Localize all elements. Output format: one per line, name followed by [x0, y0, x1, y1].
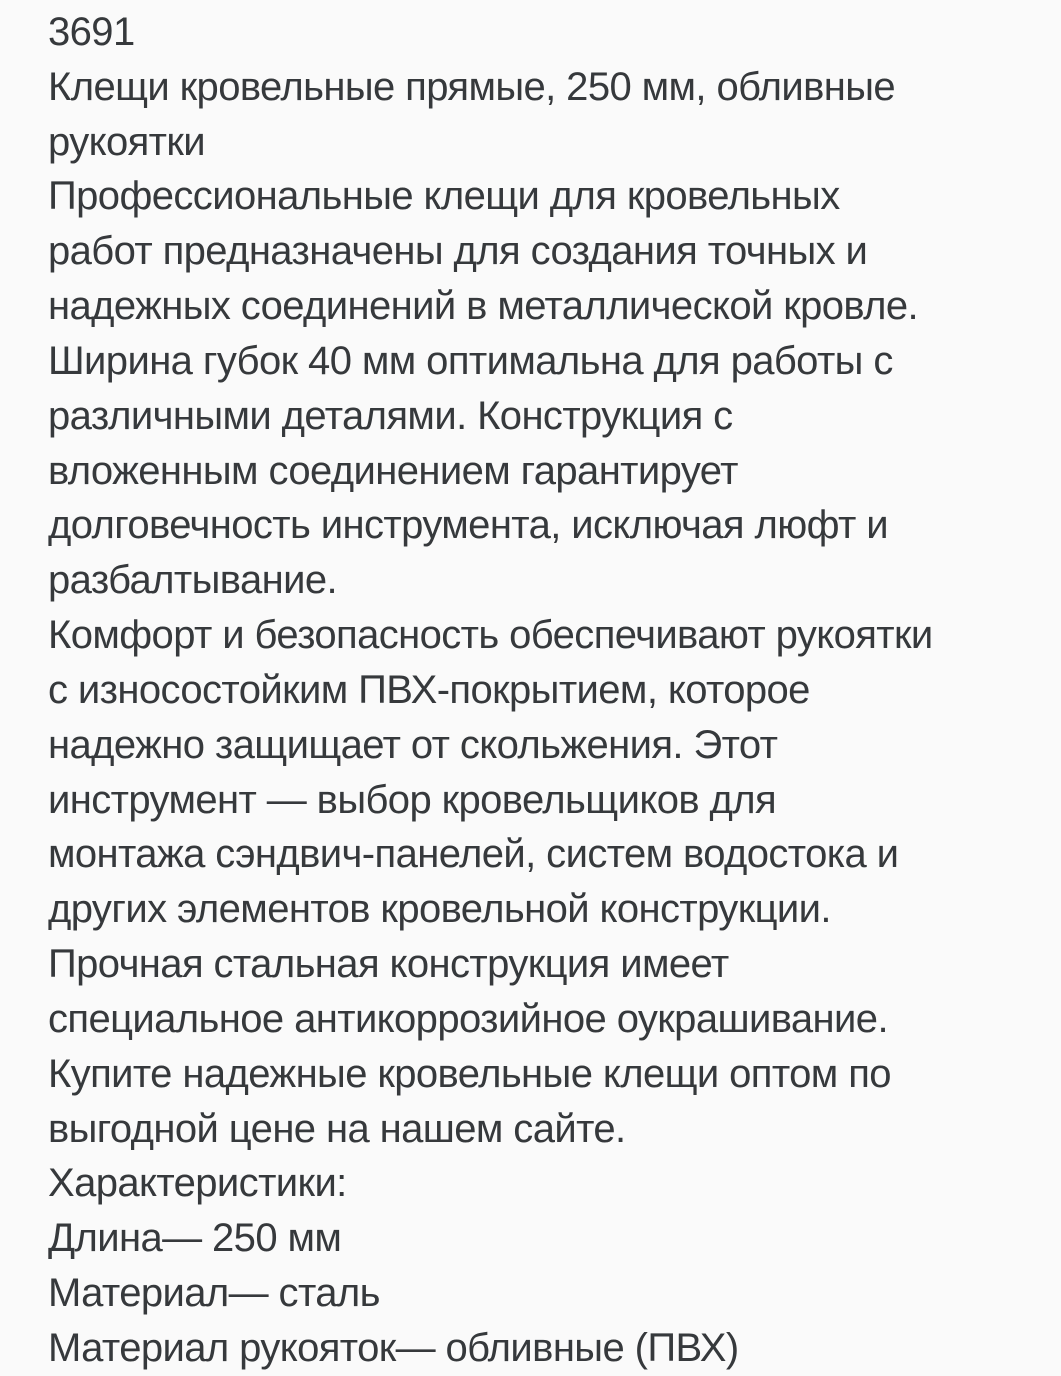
description-line: Комфорт и безопасность обеспечивают рукоятки: [48, 613, 933, 658]
description-line: выгодной цене на нашем сайте.: [48, 1106, 626, 1151]
description-line: Ширина губок 40 мм оптимальна для работы с: [48, 338, 893, 383]
description-line: различными деталями. Конструкция с: [48, 393, 733, 438]
description-line: Профессиональные клещи для кровельных: [48, 174, 840, 219]
description-line: вложенным соединением гарантирует: [48, 448, 738, 493]
product-code: 3691: [48, 10, 135, 54]
description-line: Купите надежные кровельные клещи оптом по: [48, 1051, 891, 1096]
description-line: работ предназначены для создания точных и: [48, 229, 868, 274]
description-line: надежно защищает от скольжения. Этот: [48, 722, 778, 767]
description-line: долговечность инструмента, исключая люфт и: [48, 503, 889, 548]
product-title-line-1: Клещи кровельные прямые, 250 мм, обливные: [48, 64, 896, 109]
spec-row-length: Длина— 250 мм: [48, 1216, 342, 1261]
description-line: Прочная стальная конструкция имеет: [48, 942, 729, 987]
spec-row-material: Материал— сталь: [48, 1271, 380, 1316]
description-line: разбалтывание.: [48, 558, 338, 603]
description-line: инструмент — выбор кровельщиков для: [48, 777, 777, 822]
description-line: монтажа сэндвич-панелей, систем водостока и: [48, 832, 899, 877]
specs-heading: Характеристики:: [48, 1161, 347, 1206]
product-title-line-2: рукоятки: [48, 119, 206, 164]
description-line: с износостойким ПВХ-покрытием, которое: [48, 667, 810, 712]
spec-row-handle: Материал рукояток— обливные (ПВХ): [48, 1325, 739, 1370]
description-line: специальное антикоррозийное оукрашивание.: [48, 996, 888, 1041]
description-line: надежных соединений в металлической кровле.: [48, 284, 919, 329]
description-line: других элементов кровельной конструкции.: [48, 887, 831, 932]
